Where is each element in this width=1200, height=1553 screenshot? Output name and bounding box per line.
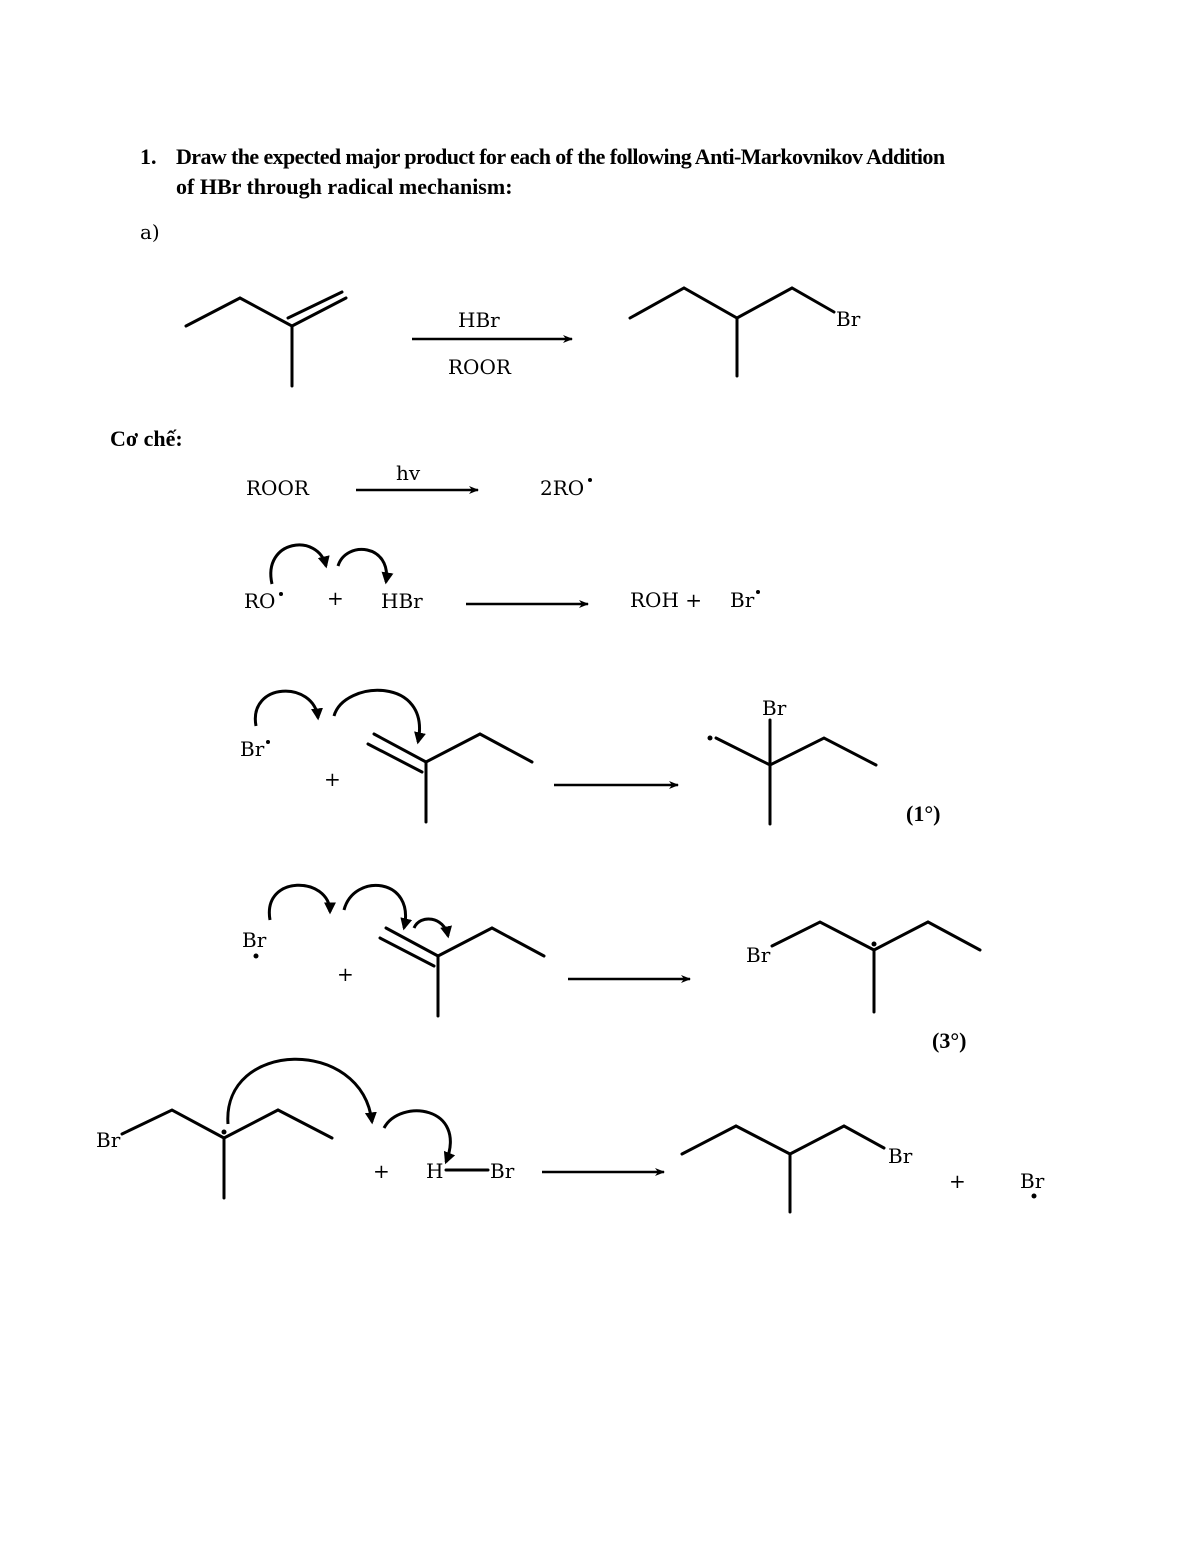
radical-dot [254, 954, 259, 959]
radical-dot [588, 478, 592, 482]
step4-plus: + [337, 962, 354, 986]
mechanism-heading: Cơ chế: [110, 426, 183, 451]
curly-arrow [338, 549, 387, 582]
radical-dot [1032, 1194, 1037, 1199]
step3-primary-radical-product [708, 720, 877, 824]
step1-2ro: 2RO [540, 476, 585, 500]
step4-alkene [380, 928, 544, 1016]
step1-hv: hv [396, 461, 421, 485]
question-line-1: Draw the expected major product for each of the following Anti-Markovnikov Addition [176, 144, 945, 169]
step3-product-br: Br [762, 696, 787, 720]
reagent-hbr: HBr [458, 308, 500, 332]
step5-product-br: Br [888, 1144, 913, 1168]
step5-final-product [682, 1126, 884, 1212]
step4-tertiary-label: (3°) [932, 1028, 967, 1053]
step4-product-br: Br [746, 943, 771, 967]
curly-arrow [414, 919, 448, 936]
radical-dot [279, 592, 283, 596]
question-line-2: of HBr through radical mechanism: [176, 174, 513, 199]
curly-arrow [384, 1111, 450, 1162]
curly-arrow [255, 691, 318, 726]
reactant-2-methyl-1-butene [186, 292, 346, 386]
step4-tertiary-radical-product [772, 922, 980, 1012]
radical-dot [756, 590, 760, 594]
step5-br: Br [490, 1159, 515, 1183]
step3-plus: + [324, 767, 341, 791]
curly-arrow [271, 545, 326, 584]
product-br-label: Br [836, 307, 861, 331]
step5-br-radical: Br [1020, 1169, 1045, 1193]
radical-dot [266, 740, 270, 744]
curly-arrow [344, 885, 406, 928]
step2-plus: + [327, 586, 344, 610]
part-label: a) [140, 220, 160, 244]
step2-roh: ROH + [630, 588, 703, 612]
curly-arrow [269, 885, 330, 920]
question-number: 1. [140, 144, 157, 169]
curly-arrow [228, 1059, 372, 1124]
step3-br-radical: Br [240, 737, 265, 761]
step4-br-radical: Br [242, 928, 267, 952]
product-1-bromo-2-methylbutane [630, 288, 834, 376]
step2-br: Br [730, 588, 755, 612]
step5-plus-2: + [949, 1169, 966, 1193]
step1-roor: ROOR [246, 476, 309, 500]
step2-hbr: HBr [381, 589, 423, 613]
step2-ro: RO [244, 589, 276, 613]
reagent-roor: ROOR [448, 355, 511, 379]
step3-primary-label: (1°) [906, 801, 941, 826]
step5-plus: + [373, 1159, 390, 1183]
step5-br-label: Br [96, 1128, 121, 1152]
step5-h: H [426, 1159, 444, 1183]
step3-alkene [368, 734, 532, 822]
